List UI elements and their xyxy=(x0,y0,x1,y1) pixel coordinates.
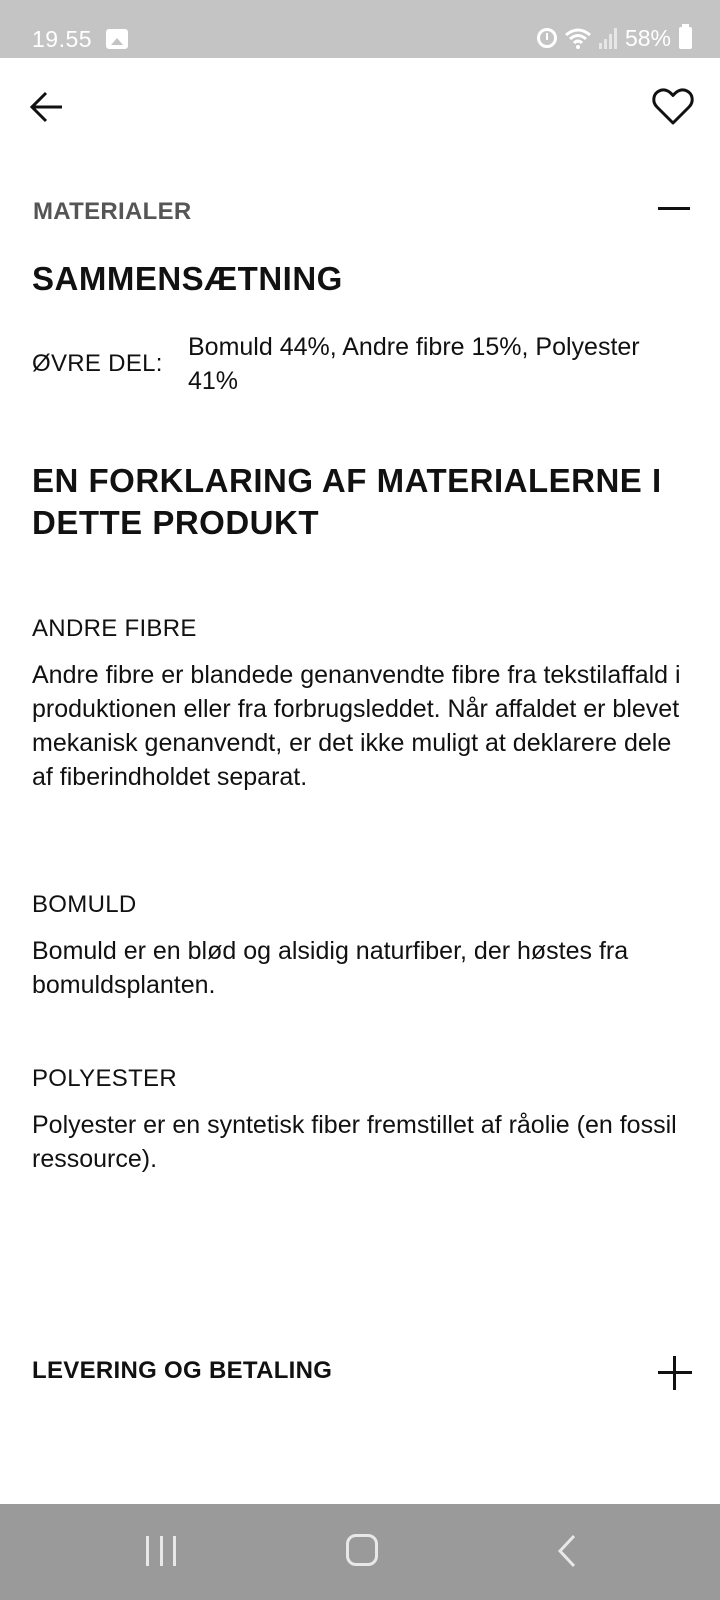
battery-level: 58% xyxy=(624,24,671,51)
minus-icon[interactable] xyxy=(656,196,692,222)
status-bar xyxy=(0,0,720,58)
home-icon[interactable] xyxy=(346,1534,378,1566)
top-nav xyxy=(0,58,720,158)
fiber-description: Polyester er en syntetisk fiber fremstillet af råolie (en fossil ressource). xyxy=(32,1111,677,1173)
fiber-item xyxy=(32,890,692,1002)
back-icon[interactable] xyxy=(552,1534,582,1568)
fiber-name: POLYESTER xyxy=(32,1065,177,1092)
status-time: 19.55 xyxy=(32,26,93,52)
status-icons xyxy=(537,24,692,52)
delivery-section-title[interactable]: LEVERING OG BETALING xyxy=(32,1357,333,1384)
wifi-icon xyxy=(565,27,591,49)
recent-apps-icon[interactable] xyxy=(146,1536,176,1566)
fiber-name: ANDRE FIBRE xyxy=(32,615,197,642)
fiber-item xyxy=(32,1064,692,1176)
materials-section-label[interactable]: MATERIALER xyxy=(33,198,192,225)
fiber-name: BOMULD xyxy=(32,891,137,918)
plus-icon[interactable] xyxy=(658,1356,692,1390)
fiber-item xyxy=(32,614,692,794)
explanation-heading: EN FORKLARING AF MATERIALERNE I DETTE PRODUKT xyxy=(32,462,662,541)
composition-label: ØVRE DEL: xyxy=(32,350,163,377)
heart-icon[interactable] xyxy=(650,84,696,130)
system-nav-bar xyxy=(0,1504,720,1600)
fiber-description: Bomuld er en blød og alsidig naturfiber, der høstes fra bomuldsplanten. xyxy=(32,937,629,999)
composition-value: Bomuld 44%, Andre fibre 15%, Polyester 41% xyxy=(188,333,640,395)
signal-icon xyxy=(599,27,617,49)
alarm-icon xyxy=(537,28,557,48)
battery-icon xyxy=(679,27,692,49)
fiber-description: Andre fibre er blandede genanvendte fibre fra tekstilaffald i produktionen eller fra forbrugsleddet. Når affaldet er blevet mekanisk genanvendt, er det ikke muligt at deklarere dele af fiberindholdet separat. xyxy=(32,661,681,791)
arrow-left-icon[interactable] xyxy=(24,84,70,130)
composition-heading: SAMMENSÆTNING xyxy=(32,260,343,297)
gallery-icon xyxy=(106,29,128,49)
